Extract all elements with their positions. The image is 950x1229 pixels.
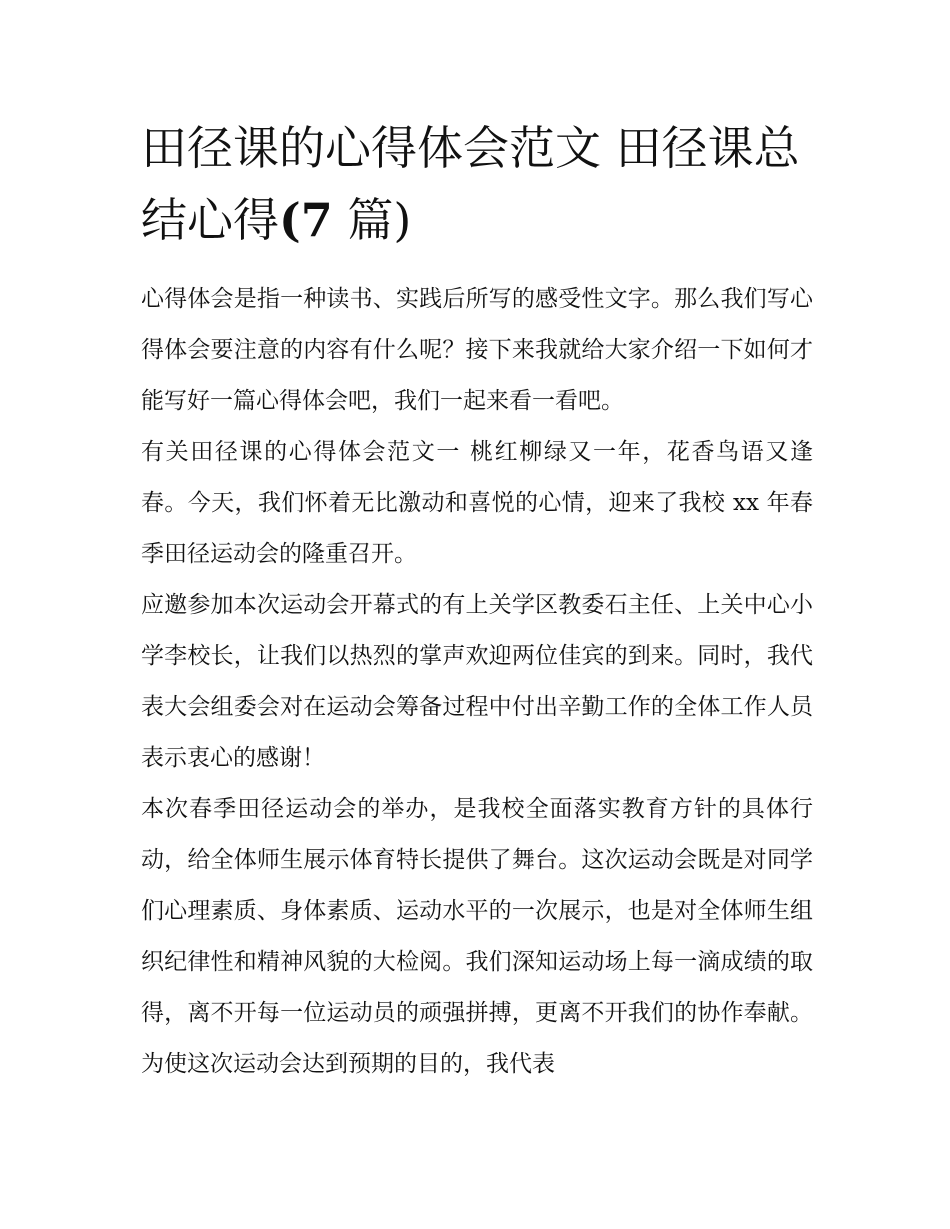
paragraph-welcome: 应邀参加本次运动会开幕式的有上关学区教委石主任、上关中心小学李校长，让我们以热烈的掌声欢迎两位佳宾的到来。同时，我代表大会组委会对在运动会筹备过程中付出辛勤工作的全体工作人员表示衷心的感谢！ [141, 592, 813, 771]
document-content [141, 112, 813, 1090]
paragraph-intro: 心得体会是指一种读书、实践后所写的感受性文字。那么我们写心得体会要注意的内容有什么呢？接下来我就给大家介绍一下如何才能写好一篇心得体会吧，我们一起来看一看吧。 [141, 286, 813, 414]
title-suffix: 篇) [332, 193, 412, 247]
paragraph-essay-one: 有关田径课的心得体会范文一 桃红柳绿又一年，花香鸟语又逢春。今天，我们怀着无比激动和喜悦的心情，迎来了我校 xx 年春季田径运动会的隆重召开。 [141, 439, 813, 567]
title-text: 田径课的心得体会范文 田径课总结心得 [141, 121, 800, 247]
document-body [141, 274, 813, 1090]
paragraph-significance: 本次春季田径运动会的举办，是我校全面落实教育方针的具体行动，给全体师生展示体育特长提供了舞台。这次运动会既是对同学们心理素质、身体素质、运动水平的一次展示，也是对全体师生组织纪律性和精神风貌的大检阅。我们深知运动场上每一滴成绩的取得，离不开每一位运动员的顽强拼搏，更离不开我们的协作奉献。为使这次运动会达到预期的目的，我代表 [141, 796, 813, 1077]
title-count: (7 [279, 193, 333, 247]
document-title [141, 112, 813, 256]
